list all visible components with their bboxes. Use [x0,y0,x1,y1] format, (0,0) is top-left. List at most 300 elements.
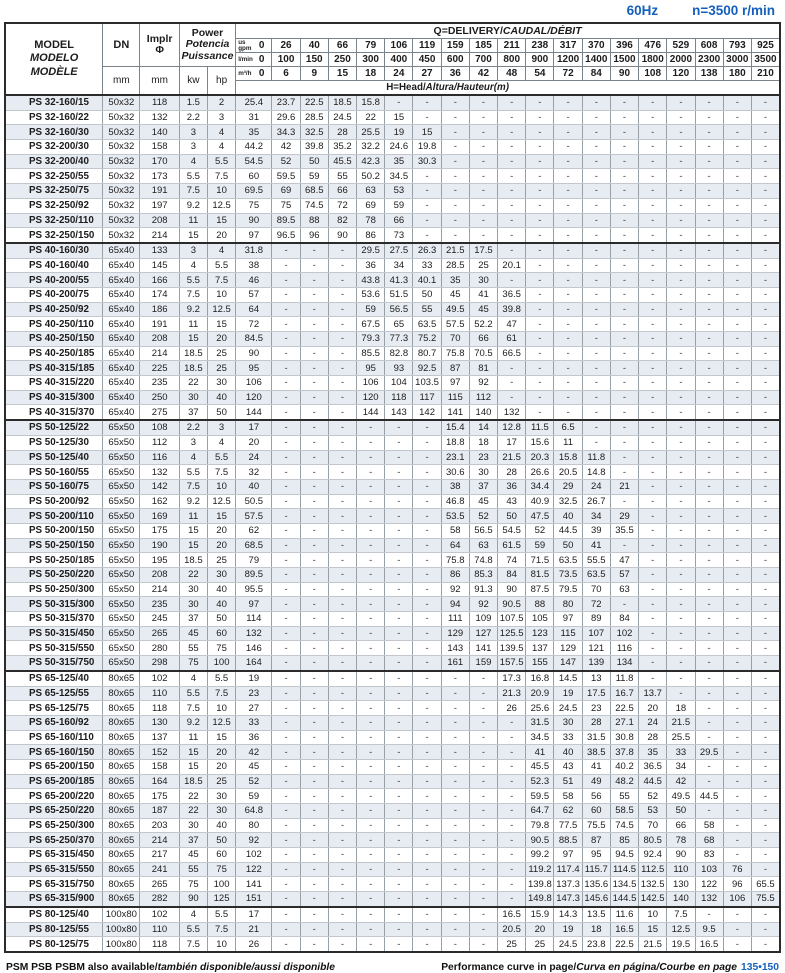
head-cell: 22 [357,110,385,125]
head-cell: - [385,612,413,627]
table-row [5,154,780,169]
spec-cell: 65x40 [103,332,140,347]
head-cell: - [639,450,667,465]
head-cell: - [751,110,780,125]
spec-cell: 217 [140,848,179,863]
head-cell: - [554,317,582,332]
head-cell: - [526,390,554,405]
head-cell: - [667,612,695,627]
head-cell: - [300,686,328,701]
delivery-value: 3000 [723,53,751,67]
head-cell: - [441,730,469,745]
head-cell: - [667,509,695,524]
head-cell: 58 [695,818,723,833]
spec-cell: 75 [207,641,235,656]
head-cell: - [498,140,526,155]
head-cell: - [667,169,695,184]
head-cell: - [723,833,751,848]
head-cell: 26.6 [526,465,554,480]
spec-cell: 125 [207,892,235,907]
head-cell: - [413,169,441,184]
delivery-value: 106 [385,39,413,53]
spec-cell: 65x50 [103,465,140,480]
head-cell: 92.4 [639,848,667,863]
table-row [5,198,780,213]
head-cell: 69 [357,198,385,213]
head-cell: 16.8 [526,671,554,686]
head-cell: - [300,494,328,509]
head-cell: - [695,494,723,509]
head-cell: 40.1 [413,273,441,288]
model-cell: PS 50-250/150 [5,538,103,553]
spec-cell: 175 [140,789,179,804]
head-cell: - [695,273,723,288]
head-cell: - [610,465,638,480]
head-cell: 63.5 [413,317,441,332]
head-cell: - [723,95,751,110]
spec-cell: 65x50 [103,494,140,509]
head-cell: - [723,228,751,243]
head-cell: - [441,228,469,243]
head-cell: 47 [610,553,638,568]
dn-column-header: DN [103,23,140,67]
delivery-value: 159 [441,39,469,53]
head-cell: 123 [526,626,554,641]
head-cell: - [498,877,526,892]
head-cell: - [639,169,667,184]
head-cell: 34.5 [385,169,413,184]
head-cell: - [695,287,723,302]
spec-cell: 22 [179,568,207,583]
model-cell: PS 40-160/30 [5,243,103,258]
spec-cell: 112 [140,435,179,450]
delivery-value: 1400 [582,53,610,67]
head-cell: - [328,656,356,671]
spec-cell: 25 [207,774,235,789]
head-cell: - [498,169,526,184]
head-cell: 95 [357,361,385,376]
table-row [5,390,780,405]
spec-cell: 65x50 [103,420,140,435]
header-row-title [5,23,780,39]
spec-cell: 7.5 [207,169,235,184]
head-cell: 6.5 [554,420,582,435]
head-cell: 89.5 [236,568,272,583]
head-cell: - [413,523,441,538]
head-cell: - [300,450,328,465]
head-cell: - [498,848,526,863]
head-cell: - [667,671,695,686]
table-row [5,701,780,716]
head-cell: 50.5 [236,494,272,509]
head-cell: - [639,479,667,494]
head-cell: 43 [498,494,526,509]
head-cell: 23.1 [441,450,469,465]
model-cell: PS 65-315/550 [5,862,103,877]
head-cell: 40 [236,479,272,494]
head-cell: - [413,597,441,612]
head-cell: - [751,538,780,553]
delivery-value: 529 [667,39,695,53]
head-cell: 17.5 [582,686,610,701]
head-cell: 87 [441,361,469,376]
head-cell: - [413,641,441,656]
head-cell: - [272,435,300,450]
head-cell: - [385,892,413,907]
head-cell: - [385,450,413,465]
head-cell: - [610,317,638,332]
spec-cell: 191 [140,317,179,332]
head-cell: - [357,818,385,833]
head-cell: - [413,228,441,243]
head-cell: 132.5 [639,877,667,892]
spec-cell: 110 [140,686,179,701]
head-cell: - [639,317,667,332]
spec-cell: 7.5 [179,184,207,199]
head-cell: - [272,818,300,833]
head-cell: 29.5 [357,243,385,258]
head-cell: 11.6 [610,907,638,922]
spec-cell: 15 [207,213,235,228]
head-cell: - [639,523,667,538]
head-cell: - [441,789,469,804]
head-cell: - [582,302,610,317]
head-cell: - [639,465,667,480]
head-cell: 52 [236,774,272,789]
head-cell: - [300,582,328,597]
head-cell: - [328,509,356,524]
head-cell: 33 [413,258,441,273]
head-cell: - [441,198,469,213]
head-cell: 21 [236,922,272,937]
head-cell: - [272,258,300,273]
head-cell: - [695,184,723,199]
spec-cell: 50x32 [103,154,140,169]
head-cell: - [610,346,638,361]
spec-cell: 25 [207,361,235,376]
head-cell: 20.9 [526,686,554,701]
page-numbers: 135•150 [741,961,779,973]
head-cell: - [610,95,638,110]
head-cell: - [300,465,328,480]
spec-cell: 18.5 [179,346,207,361]
spec-cell: 50x32 [103,198,140,213]
head-cell: 56.5 [385,302,413,317]
spec-cell: 9.2 [179,198,207,213]
head-cell: - [300,273,328,288]
head-cell: - [723,273,751,288]
spec-cell: 250 [140,390,179,405]
head-cell: - [751,612,780,627]
head-cell: 65.5 [751,877,780,892]
head-cell: - [751,833,780,848]
head-cell: - [639,597,667,612]
head-cell: - [751,730,780,745]
spec-cell: 75 [179,877,207,892]
head-cell: 74.8 [469,553,497,568]
head-cell: - [723,110,751,125]
spec-cell: 214 [140,833,179,848]
spec-cell: 7.5 [207,922,235,937]
head-cell: - [441,745,469,760]
head-cell: 78 [357,213,385,228]
head-cell: - [610,213,638,228]
head-cell: 55 [610,789,638,804]
model-cell: PS 50-200/92 [5,494,103,509]
spec-cell: 65x40 [103,273,140,288]
spec-cell: 10 [207,479,235,494]
head-cell: - [610,110,638,125]
head-cell: - [667,523,695,538]
head-cell: - [667,332,695,347]
table-row [5,715,780,730]
head-cell: 50 [667,804,695,819]
head-cell: 70 [582,582,610,597]
head-cell: - [582,169,610,184]
head-cell: 25 [469,258,497,273]
spec-cell: 118 [140,937,179,952]
spec-cell: 50x32 [103,140,140,155]
head-cell: - [357,862,385,877]
delivery-value: 66 [328,39,356,53]
head-cell: 89 [582,612,610,627]
head-cell: 20 [236,435,272,450]
head-cell: - [695,169,723,184]
head-cell: 15.8 [357,95,385,110]
head-cell: 97 [236,228,272,243]
head-cell: 74.5 [610,818,638,833]
spec-cell: 5.5 [207,907,235,922]
head-cell: 45.5 [526,759,554,774]
head-cell: - [300,774,328,789]
head-cell: - [695,361,723,376]
spec-cell: 50 [207,612,235,627]
spec-cell: 214 [140,346,179,361]
head-cell: 30 [554,715,582,730]
head-cell: - [582,140,610,155]
delivery-value: 1500 [610,53,638,67]
head-cell: - [357,568,385,583]
delivery-value: 84 [582,67,610,81]
head-cell: - [441,213,469,228]
head-cell: - [751,184,780,199]
spec-cell: 65x50 [103,509,140,524]
head-cell: - [695,317,723,332]
head-cell: 41 [469,287,497,302]
spec-cell: 118 [140,701,179,716]
head-cell: - [385,465,413,480]
spec-cell: 3 [179,243,207,258]
head-cell: - [695,125,723,140]
head-cell: - [695,450,723,465]
head-cell: - [582,198,610,213]
spec-cell: 30 [179,818,207,833]
spec-cell: 100x80 [103,937,140,952]
model-cell: PS 65-200/220 [5,789,103,804]
head-cell: - [328,804,356,819]
head-cell: - [328,686,356,701]
spec-cell: 15 [179,538,207,553]
head-cell: 88 [526,597,554,612]
head-cell: - [667,686,695,701]
head-cell: - [695,523,723,538]
head-cell: - [441,892,469,907]
head-cell: 60 [582,804,610,819]
spec-cell: 9.2 [179,302,207,317]
head-cell: 104 [385,376,413,391]
spec-cell: 65x50 [103,553,140,568]
head-cell: 62 [554,804,582,819]
head-cell: 96 [723,877,751,892]
head-cell: - [667,273,695,288]
head-cell: - [667,626,695,641]
head-cell: - [272,656,300,671]
head-cell: - [272,759,300,774]
head-cell: - [582,110,610,125]
spec-cell: 80x65 [103,804,140,819]
head-cell: - [554,154,582,169]
spec-cell: 50x32 [103,228,140,243]
delivery-value: 185 [469,39,497,53]
head-cell: - [328,877,356,892]
table-row [5,818,780,833]
head-cell: - [300,862,328,877]
head-cell: - [272,804,300,819]
head-cell: - [441,140,469,155]
head-cell: 155 [526,656,554,671]
head-cell: - [300,701,328,716]
spec-cell: 30 [207,789,235,804]
spec-cell: 80x65 [103,701,140,716]
head-cell: - [554,390,582,405]
head-cell: 90 [236,346,272,361]
head-cell: 90.5 [526,833,554,848]
head-cell: 39.8 [498,302,526,317]
head-cell: 24 [236,450,272,465]
head-cell: - [695,405,723,420]
head-cell: 71.5 [526,553,554,568]
delivery-value: 700 [469,53,497,67]
head-cell: 19 [385,125,413,140]
spec-cell: 190 [140,538,179,553]
page-title [4,2,781,22]
head-cell: - [469,198,497,213]
delivery-value: 100 [272,53,300,67]
head-cell: - [385,833,413,848]
head-cell: - [272,671,300,686]
head-cell: - [695,258,723,273]
head-cell: 137 [526,641,554,656]
head-cell: 14.5 [554,671,582,686]
head-cell: 34.3 [272,125,300,140]
head-cell: 42 [236,745,272,760]
head-cell: - [582,258,610,273]
head-cell: - [328,258,356,273]
head-cell: - [413,686,441,701]
head-cell: 90 [498,582,526,597]
head-cell: - [751,523,780,538]
spec-cell: 25 [207,553,235,568]
head-cell: 23.8 [582,937,610,952]
head-cell: 28.5 [300,110,328,125]
head-cell: 20.1 [498,258,526,273]
head-cell: 79.8 [526,818,554,833]
head-cell: 17 [236,420,272,435]
spec-cell: 166 [140,273,179,288]
spec-cell: 65x50 [103,612,140,627]
head-cell: - [385,937,413,952]
table-row [5,95,780,110]
head-cell: - [469,818,497,833]
head-cell: - [272,715,300,730]
head-cell: - [639,287,667,302]
spec-cell: 50x32 [103,125,140,140]
head-cell: 24.5 [328,110,356,125]
head-cell: - [639,435,667,450]
head-cell: - [328,937,356,952]
head-cell: 28 [639,730,667,745]
head-cell: - [328,715,356,730]
head-cell: - [441,686,469,701]
table-row [5,258,780,273]
kw-unit-label: kw [179,67,207,96]
head-cell: - [610,198,638,213]
head-cell: - [526,95,554,110]
head-cell: - [695,435,723,450]
head-cell: 139.8 [526,877,554,892]
head-cell: - [751,597,780,612]
head-cell: 97 [554,848,582,863]
head-cell: 59.5 [526,789,554,804]
head-cell: 57.5 [441,317,469,332]
head-cell: - [385,848,413,863]
table-row [5,774,780,789]
spec-cell: 191 [140,184,179,199]
spec-cell: 12.5 [207,494,235,509]
table-row [5,140,780,155]
head-cell: 36 [357,258,385,273]
head-cell: 16.5 [695,937,723,952]
head-cell: - [554,228,582,243]
table-row [5,862,780,877]
head-cell: - [723,701,751,716]
head-cell: - [667,243,695,258]
spec-cell: 137 [140,730,179,745]
head-cell: 81.5 [526,568,554,583]
spec-cell: 20 [207,759,235,774]
spec-cell: 80x65 [103,833,140,848]
head-cell: - [357,479,385,494]
head-cell: 82.8 [385,346,413,361]
head-cell: - [498,213,526,228]
head-cell: 32 [236,465,272,480]
unit-m3h: m³/h 0 [236,67,272,81]
head-cell: - [272,538,300,553]
head-cell: - [498,818,526,833]
head-cell: - [413,833,441,848]
head-cell: - [272,523,300,538]
head-cell: 66 [667,818,695,833]
delivery-value: 925 [751,39,780,53]
head-cell: - [385,435,413,450]
spec-cell: 80x65 [103,745,140,760]
head-cell: - [328,759,356,774]
delivery-value: 3500 [751,53,780,67]
head-cell: - [385,745,413,760]
head-cell: - [300,937,328,952]
head-cell: 75.5 [751,892,780,907]
head-cell: 23 [469,450,497,465]
